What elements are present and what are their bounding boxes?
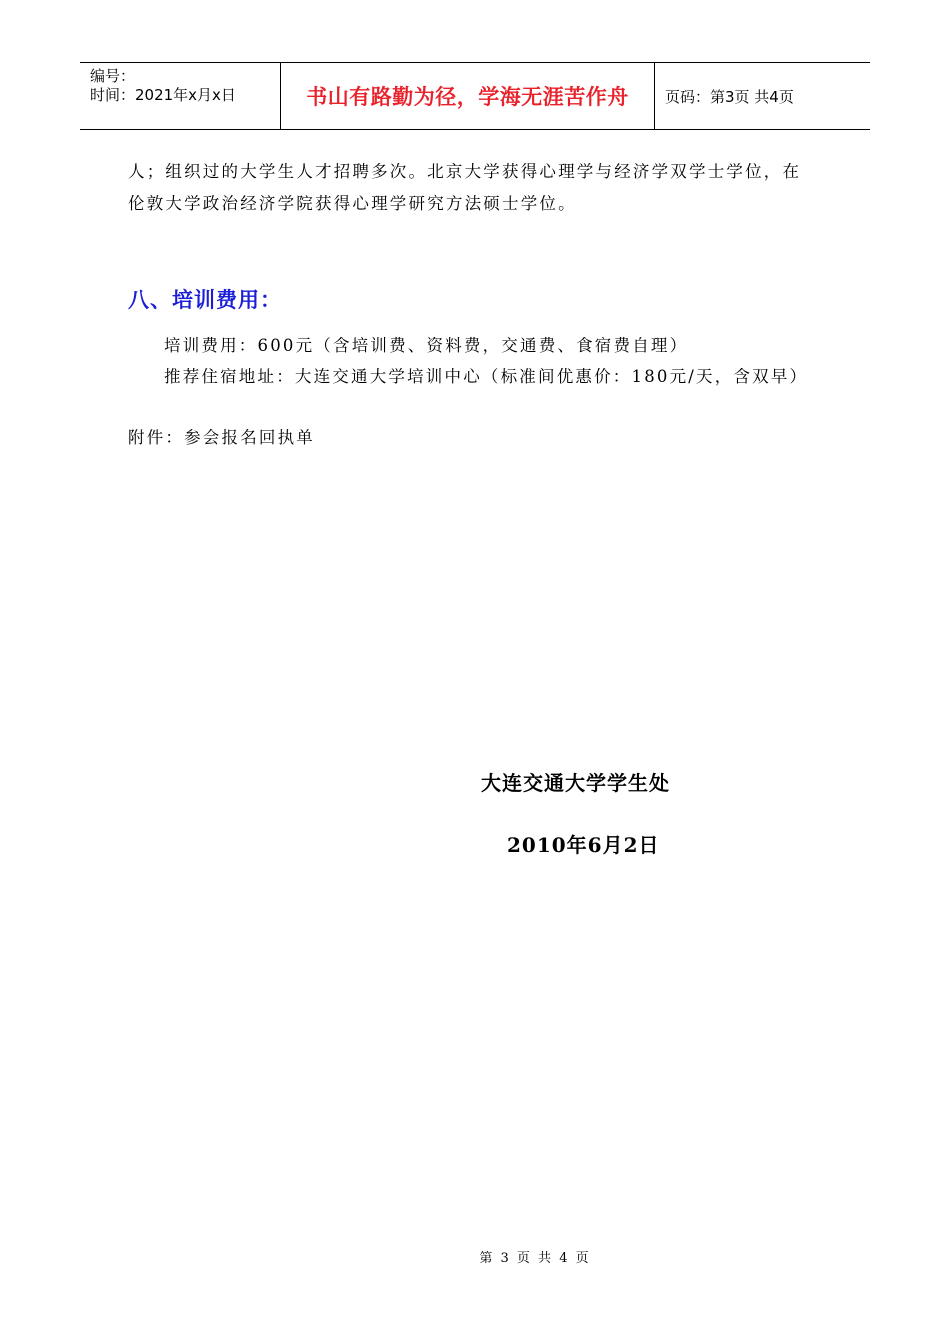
header-meta-cell — [80, 63, 281, 129]
section-heading-fees: 八、培训费用： — [128, 288, 282, 312]
body-line-2: 伦敦大学政治经济学院获得心理学研究方法硕士学位。 — [128, 194, 577, 213]
page-header — [80, 62, 870, 130]
body-line-1: 人；组织过的大学生人才招聘多次。北京大学获得心理学与经济学双学士学位，在 — [128, 162, 802, 181]
header-page-label: 页码：第3页 共4页 — [665, 87, 794, 106]
header-number-label: 编号： — [90, 67, 136, 85]
header-time-label: 时间：2021年x月x日 — [90, 86, 236, 104]
page-footer: 第 3 页 共 4 页 — [479, 1251, 591, 1266]
header-motto: 书山有路勤为径，学海无涯苦作舟 — [281, 63, 655, 129]
fee-line: 培训费用：600元（含培训费、资料费，交通费、食宿费自理） — [164, 336, 689, 355]
signature-date: 2010年6月2日 — [507, 833, 660, 857]
signature-organization: 大连交通大学学生处 — [481, 771, 670, 795]
attachment-line: 附件：参会报名回执单 — [128, 428, 315, 447]
lodging-line: 推荐住宿地址：大连交通大学培训中心（标准间优惠价：180元/天，含双早） — [164, 367, 809, 386]
